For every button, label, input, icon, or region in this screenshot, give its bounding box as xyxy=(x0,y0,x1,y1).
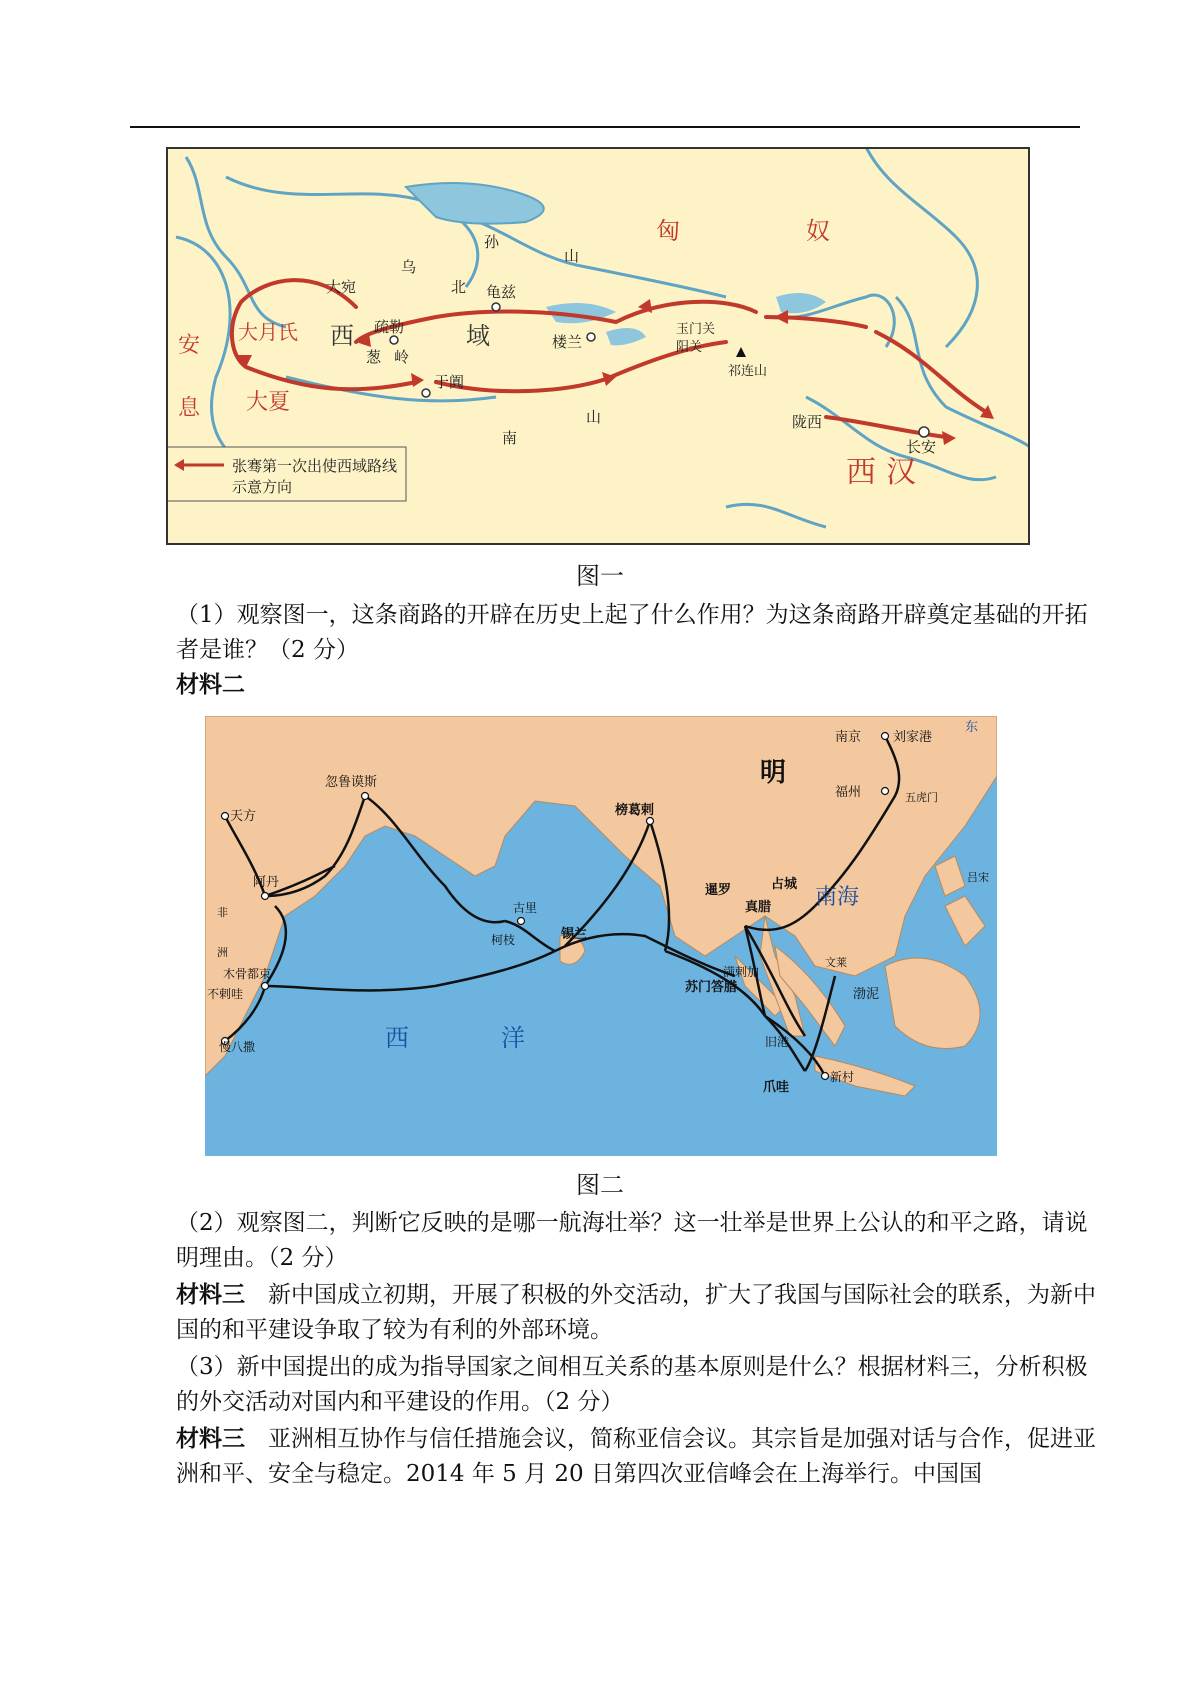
voyage-map xyxy=(205,716,997,1156)
label-mugudushu: 木骨都束 xyxy=(223,967,272,981)
label-dong: 东 xyxy=(965,720,979,735)
label-yutian: 于阗 xyxy=(434,373,465,391)
label-sumendala: 苏门答腊 xyxy=(685,980,738,995)
label-wenlai: 文莱 xyxy=(825,956,847,969)
label-manbasa: 慢八撒 xyxy=(219,1040,256,1054)
material-3a-body: 新中国成立初期，开展了积极的外交活动，扩大了我国与国际社会的联系，为新中国的和平建设争取了较为有利的外部环境。 xyxy=(176,1282,1096,1343)
label-bulawa: 不剌哇 xyxy=(207,987,244,1001)
question-1 xyxy=(176,598,1096,668)
label-xiongnu-1: 匈 xyxy=(656,217,680,245)
label-longxi: 陇西 xyxy=(792,413,823,431)
label-yumen: 玉门关 xyxy=(676,322,716,337)
question-3-text: （3）新中国提出的成为指导国家之间相互关系的基本原则是什么？根据材料三，分析积极的外交活动对国内和平建设的作用。（2 分） xyxy=(176,1354,1088,1415)
label-hulumosi: 忽鲁谟斯 xyxy=(325,775,378,790)
map1-legend xyxy=(166,447,406,501)
material-3a-lead: 材料三 xyxy=(176,1282,245,1308)
label-jiugang: 旧港 xyxy=(765,1035,790,1049)
label-xi: 西 xyxy=(330,322,354,350)
label-daxia: 大夏 xyxy=(246,390,291,415)
label-dawan: 大宛 xyxy=(326,278,357,296)
label-xiongnu-2: 奴 xyxy=(806,217,830,245)
label-congling-1: 葱 xyxy=(366,348,382,366)
label-banggela: 榜葛剌 xyxy=(615,803,655,818)
label-xincun: 新村 xyxy=(830,1070,855,1084)
label-fuzhou: 福州 xyxy=(835,785,862,800)
label-qiuci: 龟兹 xyxy=(486,283,517,301)
label-yu: 域 xyxy=(466,322,490,350)
map2-caption: 图二 xyxy=(576,1171,624,1199)
material-3b-body: 亚洲相互协作与信任措施会议，简称亚信会议。其宗旨是加强对话与合作，促进亚洲和平、安全与稳定。2014 年 5 月 20 日第四次亚信峰会在上海举行。中国国 xyxy=(176,1426,1096,1487)
label-xilan: 锡兰 xyxy=(561,927,588,942)
label-yang-ocean: 洋 xyxy=(501,1024,525,1052)
legend-line1: 张骞第一次出使西域路线 xyxy=(232,457,398,475)
question-2 xyxy=(176,1206,1096,1276)
question-1-text: （1）观察图一，这条商路的开辟在历史上起了什么作用？为这条商路开辟奠定基础的开拓者是谁？（2 分） xyxy=(176,602,1088,663)
label-nanjing: 南京 xyxy=(835,730,862,745)
material-2-title-text: 材料二 xyxy=(176,672,245,698)
label-shule: 疏勒 xyxy=(374,318,405,336)
label-liujiagang: 刘家港 xyxy=(893,730,933,745)
material-3b-lead: 材料三 xyxy=(176,1426,245,1452)
label-boni: 渤泥 xyxy=(853,987,880,1002)
label-nan: 南 xyxy=(502,429,518,447)
label-xi-ocean: 西 xyxy=(385,1024,409,1052)
label-congling-2: 岭 xyxy=(394,348,410,366)
question-2-text: （2）观察图二，判断它反映的是哪一航海壮举？这一壮举是世界上公认的和平之路，请说明理由。（2 分） xyxy=(176,1210,1088,1271)
label-qilian: 祁连山 xyxy=(728,364,768,379)
label-changan: 长安 xyxy=(906,438,937,456)
map1-caption: 图一 xyxy=(576,562,624,590)
label-luzon: 吕宋 xyxy=(967,871,989,884)
label-fei: 非 xyxy=(217,906,228,919)
label-tianfang: 天方 xyxy=(230,809,257,824)
material-2-title xyxy=(176,668,1096,703)
label-wuhumen: 五虎门 xyxy=(905,791,938,804)
label-zhancheng: 占城 xyxy=(771,877,798,892)
label-xi2: 息 xyxy=(178,396,201,421)
label-nanshan: 山 xyxy=(586,408,602,426)
label-wusun-1: 乌 xyxy=(401,258,417,276)
label-bei: 北 xyxy=(451,278,467,296)
label-kezhi: 柯枝 xyxy=(491,933,516,947)
legend-line2: 示意方向 xyxy=(232,478,293,496)
material-3b xyxy=(176,1422,1096,1492)
label-an: 安 xyxy=(178,333,201,358)
header-rule xyxy=(130,126,1080,128)
label-dayuezhi: 大月氏 xyxy=(238,320,298,344)
label-xianluo: 暹罗 xyxy=(705,883,732,898)
label-yangguan: 阳关 xyxy=(676,340,703,355)
material-3a xyxy=(176,1278,1096,1348)
label-zhou: 洲 xyxy=(217,946,228,959)
label-nanhai: 南海 xyxy=(815,885,860,910)
silk-road-map xyxy=(166,147,1030,545)
label-ming: 明 xyxy=(760,758,787,788)
label-adan: 阿丹 xyxy=(253,875,280,890)
label-manlajia: 满剌加 xyxy=(723,965,760,979)
question-3 xyxy=(176,1350,1096,1420)
label-tian: 山 xyxy=(564,247,580,265)
label-loulan: 楼兰 xyxy=(552,333,583,351)
label-zhenla: 真腊 xyxy=(745,900,772,915)
label-xihan: 西汉 xyxy=(846,455,926,490)
label-wusun-2: 孙 xyxy=(484,233,500,251)
label-zhaowa: 爪哇 xyxy=(763,1080,790,1095)
label-guli: 古里 xyxy=(513,901,538,915)
